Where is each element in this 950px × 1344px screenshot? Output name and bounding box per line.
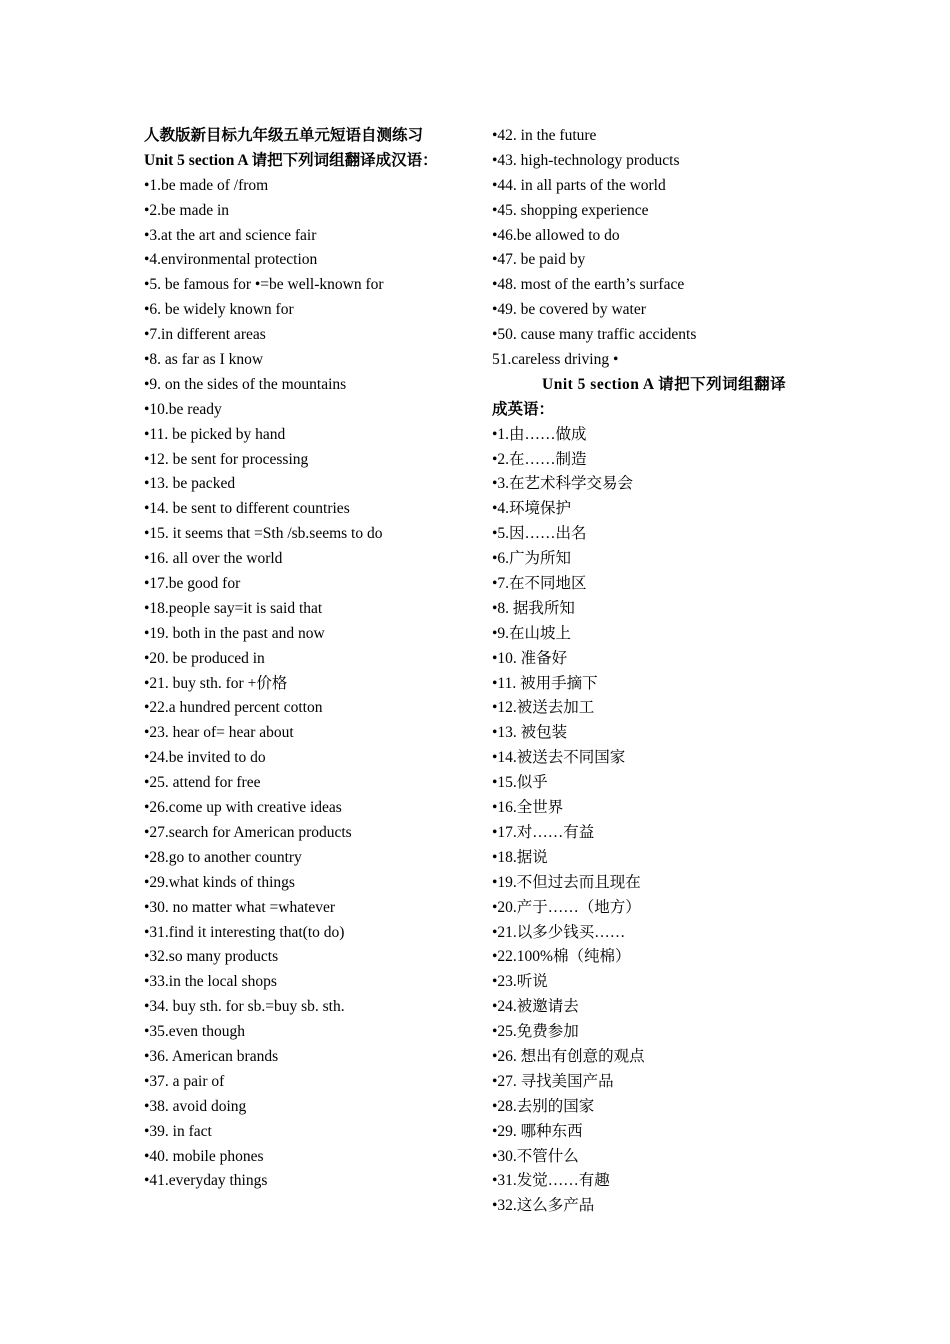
phrase-item: •7.在不同地区	[492, 575, 587, 593]
phrase-item: •48. most of the earth’s surface	[492, 276, 685, 294]
phrase-item: •1.be made of /from	[144, 176, 269, 194]
phrase-item: •18.people say=it is said that	[144, 599, 323, 617]
right-column	[492, 124, 812, 1219]
phrase-item: •29.what kinds of things	[144, 873, 295, 891]
phrase-item: •15. it seems that =Sth /sb.seems to do	[144, 525, 383, 543]
phrase-item: •9.在山坡上	[492, 624, 572, 642]
phrase-item: •22.a hundred percent cotton	[144, 699, 323, 717]
phrase-item: •27. 寻找美国产品	[492, 1072, 614, 1090]
phrase-item: •13. 被包装	[492, 724, 568, 742]
phrase-item: •49. be covered by water	[492, 301, 646, 319]
phrase-item: •8. as far as I know	[144, 351, 264, 369]
phrase-item: •23. hear of= hear about	[144, 724, 294, 742]
phrase-item: •21. buy sth. for +价格	[144, 674, 288, 692]
phrase-item: •13. be packed	[144, 475, 236, 493]
phrase-item: 51.careless driving •	[492, 351, 619, 369]
phrase-item: •35.even though	[144, 1023, 245, 1041]
phrase-item: •5. be famous for •=be well-known for	[144, 276, 384, 294]
phrase-item: •22.100%棉（纯棉）	[492, 948, 631, 966]
section-heading-zh-to-en: Unit 5 section A 请把下列词组翻译	[542, 375, 787, 393]
document-title: 人教版新目标九年级五单元短语自测练习	[144, 127, 424, 144]
phrase-item: •16. all over the world	[144, 550, 283, 568]
phrase-list-english-continued	[492, 124, 812, 373]
phrase-item: •8. 据我所知	[492, 599, 575, 617]
phrase-item: •37. a pair of	[144, 1072, 225, 1090]
phrase-item: •11. be picked by hand	[144, 425, 286, 443]
phrase-item: •43. high-technology products	[492, 151, 680, 169]
section-heading-en-to-zh: Unit 5 section A 请把下列词组翻译成汉语：	[144, 151, 438, 169]
phrase-item: •45. shopping experience	[492, 201, 649, 219]
phrase-item: •19. both in the past and now	[144, 624, 325, 642]
phrase-item: •1.由……做成	[492, 425, 587, 443]
phrase-item: •17.对……有益	[492, 823, 595, 841]
phrase-item: •25. attend for free	[144, 774, 261, 792]
phrase-item: •4.environmental protection	[144, 251, 318, 269]
section-heading-zh-to-en-continued: 成英语：	[492, 400, 555, 418]
phrase-item: •46.be allowed to do	[492, 226, 620, 244]
phrase-item: •31.发觉……有趣	[492, 1172, 610, 1190]
phrase-item: •23.听说	[492, 973, 548, 991]
phrase-item: •42. in the future	[492, 127, 597, 144]
phrase-item: •9. on the sides of the mountains	[144, 375, 347, 393]
phrase-list-english	[144, 174, 479, 1195]
phrase-item: •10.be ready	[144, 400, 222, 418]
phrase-item: •39. in fact	[144, 1122, 212, 1140]
phrase-item: •20.产于……（地方）	[492, 898, 641, 916]
phrase-item: •25.免费参加	[492, 1023, 579, 1041]
phrase-item: •28.去别的国家	[492, 1097, 595, 1115]
phrase-item: •32.so many products	[144, 948, 279, 966]
left-column	[144, 124, 479, 1194]
phrase-item: •38. avoid doing	[144, 1097, 247, 1115]
phrase-item: •21.以多少钱买……	[492, 923, 626, 941]
phrase-item: •24.被邀请去	[492, 998, 579, 1016]
phrase-item: •6. be widely known for	[144, 301, 294, 319]
phrase-item: •24.be invited to do	[144, 749, 266, 767]
phrase-item: •32.这么多产品	[492, 1197, 595, 1215]
phrase-item: •12. be sent for processing	[144, 450, 309, 468]
phrase-item: •36. American brands	[144, 1047, 279, 1065]
phrase-item: •4.环境保护	[492, 500, 572, 518]
phrase-item: •28.go to another country	[144, 848, 302, 866]
phrase-item: •47. be paid by	[492, 251, 586, 269]
phrase-item: •20. be produced in	[144, 649, 265, 667]
phrase-item: •12.被送去加工	[492, 699, 595, 717]
phrase-item: •30. no matter what =whatever	[144, 898, 336, 916]
phrase-item: •10. 准备好	[492, 649, 568, 667]
phrase-item: •26.come up with creative ideas	[144, 799, 342, 817]
phrase-item: •33.in the local shops	[144, 973, 277, 991]
phrase-item: •3.at the art and science fair	[144, 226, 317, 244]
phrase-item: •40. mobile phones	[144, 1147, 264, 1165]
phrase-list-chinese	[492, 423, 812, 1220]
phrase-item: •14. be sent to different countries	[144, 500, 350, 518]
phrase-item: •14.被送去不同国家	[492, 749, 626, 767]
phrase-item: •19.不但过去而且现在	[492, 873, 641, 891]
phrase-item: •44. in all parts of the world	[492, 176, 666, 194]
phrase-item: •2.在……制造	[492, 450, 587, 468]
phrase-item: •27.search for American products	[144, 823, 352, 841]
phrase-item: •41.everyday things	[144, 1172, 268, 1190]
phrase-item: •17.be good for	[144, 575, 241, 593]
phrase-item: •26. 想出有创意的观点	[492, 1047, 645, 1065]
phrase-item: •7.in different areas	[144, 326, 266, 344]
phrase-item: •18.据说	[492, 848, 548, 866]
phrase-item: •16.全世界	[492, 799, 564, 817]
phrase-item: •15.似乎	[492, 774, 548, 792]
phrase-item: •5.因……出名	[492, 525, 587, 543]
phrase-item: •50. cause many traffic accidents	[492, 326, 697, 344]
phrase-item: •2.be made in	[144, 201, 230, 219]
phrase-item: •11. 被用手摘下	[492, 674, 598, 692]
phrase-item: •30.不管什么	[492, 1147, 579, 1165]
phrase-item: •34. buy sth. for sb.=buy sb. sth.	[144, 998, 345, 1016]
phrase-item: •6.广为所知	[492, 550, 572, 568]
phrase-item: •3.在艺术科学交易会	[492, 475, 634, 493]
phrase-item: •31.find it interesting that(to do)	[144, 923, 345, 941]
phrase-item: •29. 哪种东西	[492, 1122, 583, 1140]
